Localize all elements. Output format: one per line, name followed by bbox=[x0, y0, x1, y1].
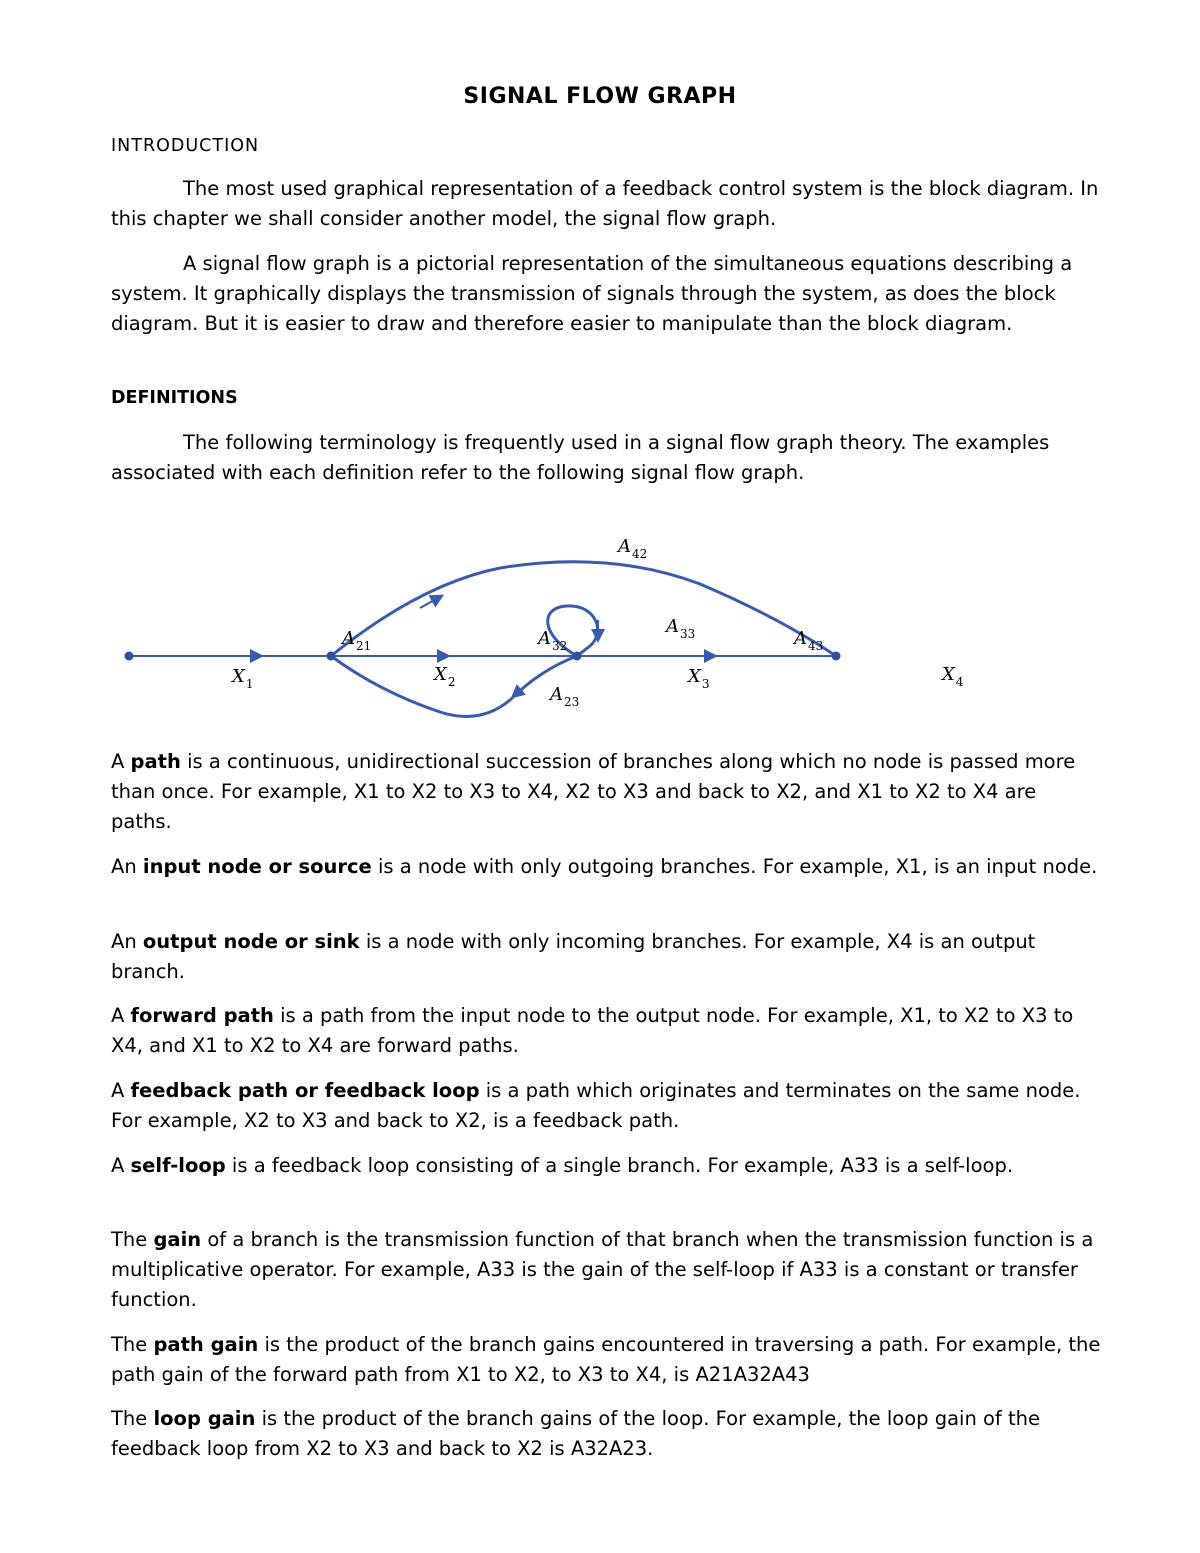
definition-input-node-prefix: An bbox=[111, 855, 143, 878]
label-x4 bbox=[940, 664, 964, 689]
definition-gain bbox=[111, 1225, 1101, 1315]
label-a21-main: A bbox=[342, 628, 355, 649]
node-x3 bbox=[573, 652, 582, 661]
label-x3 bbox=[686, 666, 709, 691]
definition-path-gain-prefix: The bbox=[111, 1333, 154, 1356]
definitions-heading: DEFINITIONS bbox=[111, 388, 238, 408]
definition-feedback-path-prefix: A bbox=[111, 1079, 131, 1102]
label-a42-sub: 42 bbox=[632, 547, 648, 561]
branch-x3-x2-arrow bbox=[516, 680, 532, 694]
definition-loop-gain-prefix: The bbox=[111, 1407, 154, 1430]
label-x1 bbox=[230, 666, 253, 691]
definition-loop-gain bbox=[111, 1404, 1101, 1464]
label-x1-sub: 1 bbox=[245, 677, 254, 691]
definition-feedback-path bbox=[111, 1076, 1101, 1136]
definition-gain-text: of a branch is the transmission function of that branch when the transmission function is a multiplicative operator. For example, A33 is the gain of the self-loop if A33 is a constant or transfer function. bbox=[111, 1228, 1094, 1311]
label-a43-main: A bbox=[794, 628, 807, 649]
signal-flow-graph bbox=[0, 520, 1200, 740]
definition-self-loop-term: self-loop bbox=[130, 1154, 226, 1177]
definition-self-loop-prefix: A bbox=[111, 1154, 131, 1177]
definition-input-node bbox=[111, 852, 1101, 882]
definition-path-gain-text: is the product of the branch gains encountered in traversing a path. For example, the path gain of the forward path from X1 to X2, to X3 to X4, is A21A32A43 bbox=[111, 1333, 1101, 1386]
definitions-intro-text: The following terminology is frequently used in a signal flow graph theory. The examples associated with each definition refer to the following signal flow graph. bbox=[111, 431, 1050, 484]
definition-feedback-path-text: is a path which originates and terminates on the same node. For example, X2 to X3 and back to X2, is a feedback path. bbox=[111, 1079, 1081, 1132]
label-a33-sub: 33 bbox=[680, 627, 696, 641]
definition-gain-term: gain bbox=[153, 1228, 202, 1251]
definition-path-gain-term: path gain bbox=[153, 1333, 259, 1356]
label-a32-sub: 32 bbox=[552, 639, 568, 653]
definition-forward-path-text: is a path from the input node to the output node. For example, X1, to X2 to X3 to X4, and X1 to X2 to X4 are forward paths. bbox=[111, 1004, 1074, 1057]
label-a21-sub: 21 bbox=[356, 639, 372, 653]
label-x3-sub: 3 bbox=[701, 677, 710, 691]
label-x2-main: X bbox=[434, 664, 447, 685]
introduction-heading: INTRODUCTION bbox=[111, 136, 260, 156]
definition-loop-gain-text: is the product of the branch gains of the loop. For example, the loop gain of the feedback loop from X2 to X3 and back to X2 is A32A23. bbox=[111, 1407, 1040, 1460]
label-a43-sub: 43 bbox=[808, 639, 824, 653]
definition-path-text: is a continuous, unidirectional succession of branches along which no node is passed more than once. For example, X1 to X2 to X3 to X4, X2 to X3 and back to X2, and X1 to X2 to X4 are paths. bbox=[111, 750, 1076, 833]
intro-paragraph-1 bbox=[111, 174, 1101, 234]
label-x3-main: X bbox=[688, 666, 701, 687]
definition-feedback-path-term: feedback path or feedback loop bbox=[130, 1079, 480, 1102]
intro-paragraph-2-text: A signal flow graph is a pictorial representation of the simultaneous equations describing a system. It graphically displays the transmission of signals through the system, as does the block diagram. But it is easier to draw and therefore easier to manipulate than the block diagram. bbox=[111, 252, 1073, 335]
definition-forward-path bbox=[111, 1001, 1101, 1061]
node-x1 bbox=[125, 652, 134, 661]
label-a23 bbox=[548, 684, 579, 709]
label-a23-sub: 23 bbox=[564, 695, 580, 709]
label-x1-main: X bbox=[232, 666, 245, 687]
definition-forward-path-prefix: A bbox=[111, 1004, 131, 1027]
label-x2 bbox=[432, 664, 455, 689]
definition-path-term: path bbox=[130, 750, 181, 773]
label-a42-main: A bbox=[618, 536, 631, 557]
label-x4-main: X bbox=[942, 664, 955, 685]
label-a21 bbox=[340, 628, 371, 653]
definition-input-node-term: input node or source bbox=[142, 855, 372, 878]
label-a23-main: A bbox=[550, 684, 563, 705]
node-x4 bbox=[832, 652, 841, 661]
definition-path-prefix: A bbox=[111, 750, 131, 773]
definition-gain-prefix: The bbox=[111, 1228, 154, 1251]
definition-path bbox=[111, 747, 1101, 837]
definition-output-node-prefix: An bbox=[111, 930, 143, 953]
label-a33 bbox=[664, 616, 695, 641]
label-a33-main: A bbox=[666, 616, 679, 637]
definition-output-node-term: output node or sink bbox=[142, 930, 360, 953]
definition-output-node-text: is a node with only incoming branches. For example, X4 is an output branch. bbox=[111, 930, 1036, 983]
definition-forward-path-term: forward path bbox=[130, 1004, 274, 1027]
definition-loop-gain-term: loop gain bbox=[153, 1407, 256, 1430]
intro-paragraph-1-text: The most used graphical representation of a feedback control system is the block diagram. In this chapter we shall consider another model, the signal flow graph. bbox=[111, 177, 1099, 230]
definition-self-loop bbox=[111, 1151, 1101, 1181]
node-x2 bbox=[327, 652, 336, 661]
definition-self-loop-text: is a feedback loop consisting of a single branch. For example, A33 is a self-loop. bbox=[225, 1154, 1014, 1177]
definition-output-node bbox=[111, 927, 1101, 987]
definitions-intro bbox=[111, 428, 1101, 488]
label-a43 bbox=[792, 628, 823, 653]
label-a42 bbox=[616, 536, 647, 561]
definition-path-gain bbox=[111, 1330, 1101, 1390]
page-title: SIGNAL FLOW GRAPH bbox=[463, 84, 737, 109]
branch-x2-x4-arrow bbox=[420, 598, 438, 608]
label-x2-sub: 2 bbox=[447, 675, 456, 689]
label-a32-main: A bbox=[538, 628, 551, 649]
intro-paragraph-2 bbox=[111, 249, 1101, 339]
label-x4-sub: 4 bbox=[955, 675, 964, 689]
definition-input-node-text: is a node with only outgoing branches. For example, X1, is an input node. bbox=[371, 855, 1098, 878]
